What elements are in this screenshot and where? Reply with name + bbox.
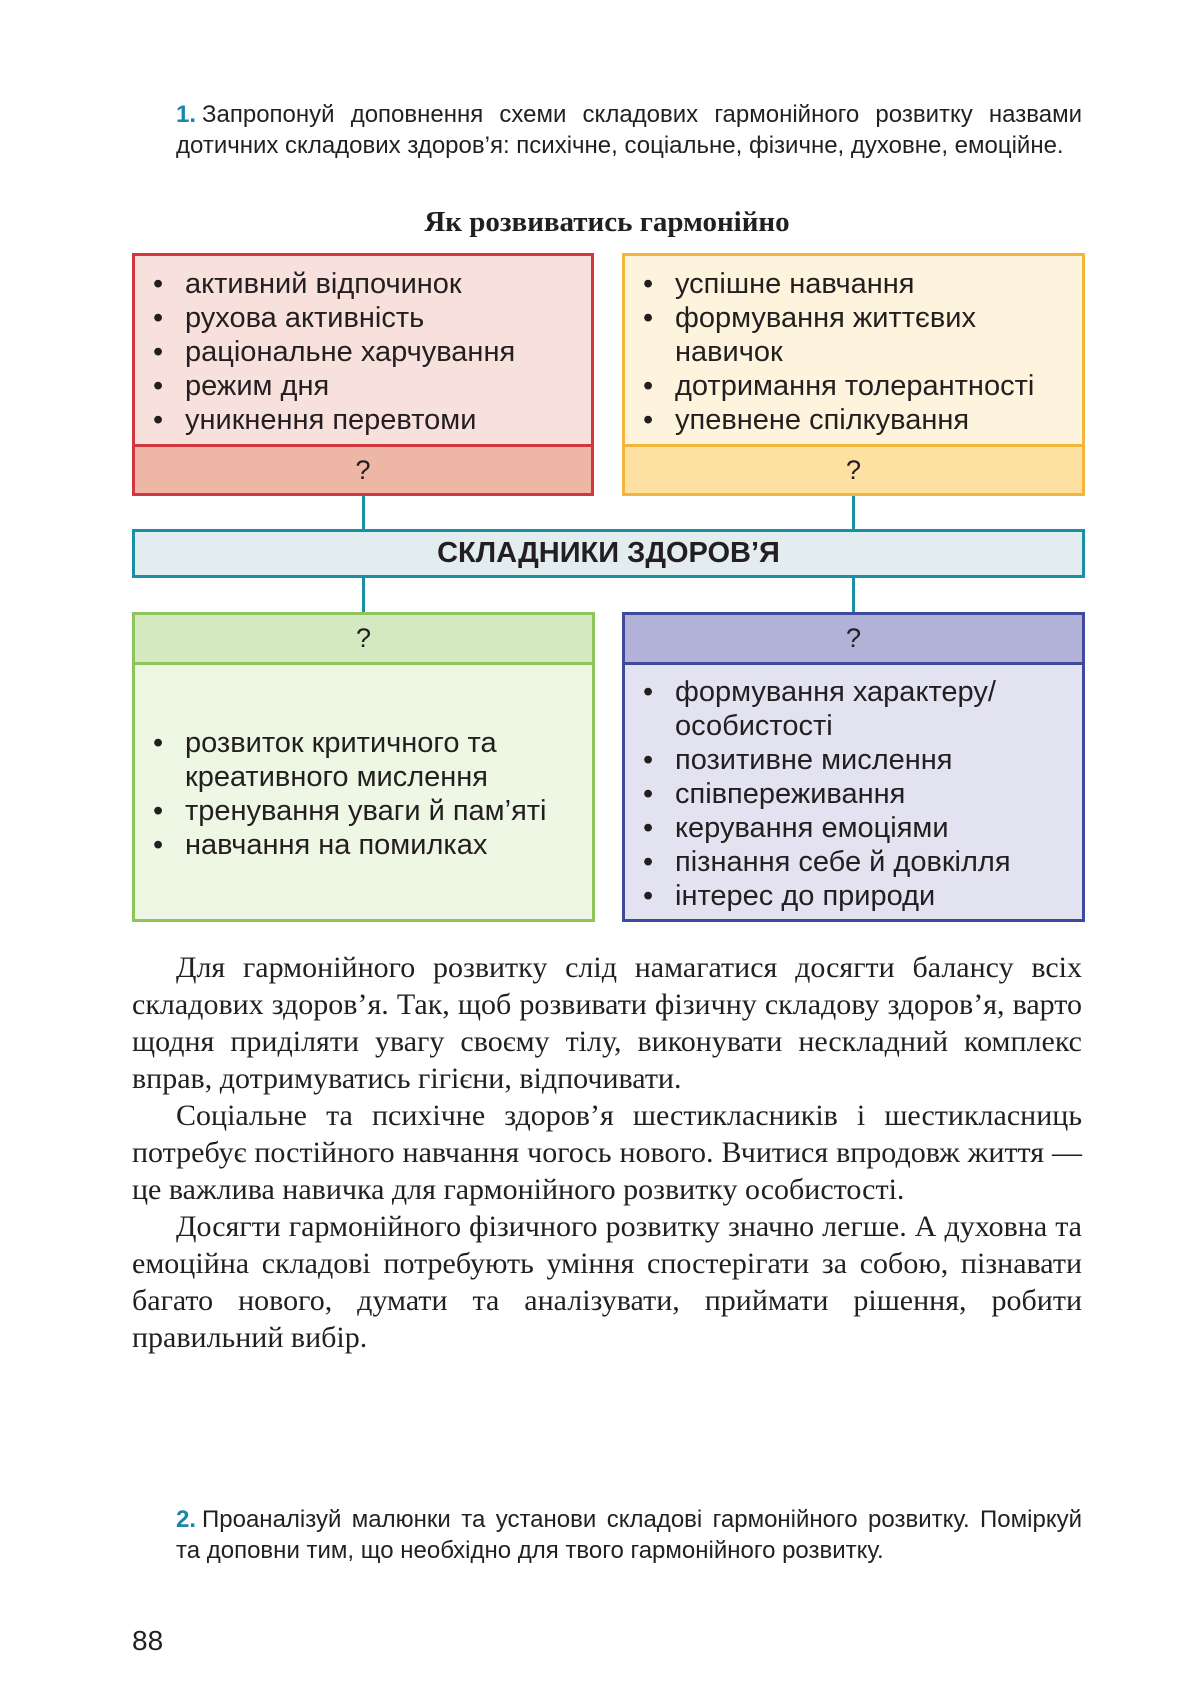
list-item: • тренування уваги й пам’яті	[135, 794, 592, 828]
box-mental-health	[132, 612, 595, 922]
list-item: • інтерес до природи	[625, 879, 1082, 913]
list-item: • навчання на помилках	[135, 828, 592, 862]
list-item: • рухова активність	[135, 301, 591, 335]
task-2-text: Проаналізуй малюнки та установи складові гармонійного розвитку. Поміркуй та доповни тим, що необхідно для твого гармонійного розвитку.	[176, 1506, 1082, 1564]
list-item: • успішне навчання	[625, 267, 1082, 301]
paragraph: Досягти гармонійного фізичного розвитку значно легше. А духовна та емоційна складові потребують уміння спостерігати за собою, пізнавати багато нового, думати та аналізувати, приймати рішення, робити правильний вибір.	[132, 1210, 1082, 1354]
list-item: • розвиток критичного та креативного мислення	[135, 726, 592, 794]
emotional-placeholder: ?	[625, 615, 1082, 665]
list-item: • режим дня	[135, 369, 591, 403]
box-emotional-health	[622, 612, 1085, 922]
task-2	[176, 1504, 1082, 1566]
physical-placeholder: ?	[135, 444, 591, 493]
list-item: • раціональне харчування	[135, 335, 591, 369]
mental-items-list	[135, 726, 592, 862]
list-item: • активний відпочинок	[135, 267, 591, 301]
list-item: • дотримання толерантності	[625, 369, 1082, 403]
task-2-number: 2.	[176, 1506, 197, 1533]
emotional-items-list	[625, 675, 1082, 913]
page-number: 88	[132, 1625, 164, 1656]
task-1-text: Запропонуй доповнення схеми складових гармонійного розвитку назвами дотичних складових здоров’я: психічне, соціальне, фізичне, духовне, емоційне.	[176, 101, 1082, 159]
connector-top-left	[362, 496, 365, 529]
paragraph: Для гармонійного розвитку слід намагатися досягти балансу всіх складових здоров’я. Так, щоб розвивати фізичну складову здоров’я, варто щодня приділяти увагу своєму тілу, виконувати нескладний комплекс вправ, дотримуватись гігієни, відпочивати.	[132, 951, 1082, 1095]
list-item: • формування характеру/ особистості	[625, 675, 1082, 743]
box-physical-health	[132, 253, 594, 496]
physical-items-list	[135, 267, 591, 437]
connector-bottom-right	[852, 578, 855, 612]
list-item: • упевнене спілкування	[625, 403, 1082, 437]
social-items-list	[625, 267, 1082, 437]
task-1	[176, 99, 1082, 161]
box-social-health	[622, 253, 1085, 496]
connector-bottom-left	[362, 578, 365, 612]
paragraph: Соціальне та психічне здоров’я шестикласників і шестикласниць потребує постійного навчання чогось нового. Вчитися впродовж життя — це важлива навичка для гармонійного розвитку особистості.	[132, 1099, 1082, 1206]
center-label: СКЛАДНИКИ ЗДОРОВ’Я	[132, 529, 1085, 578]
list-item: • пізнання себе й довкілля	[625, 845, 1082, 879]
list-item: • позитивне мислення	[625, 743, 1082, 777]
task-1-number: 1.	[176, 101, 197, 128]
social-placeholder: ?	[625, 444, 1082, 493]
list-item: • уникнення перевтоми	[135, 403, 591, 437]
connector-top-right	[852, 496, 855, 529]
list-item: • керування емоціями	[625, 811, 1082, 845]
list-item: • співпереживання	[625, 777, 1082, 811]
mental-placeholder: ?	[135, 615, 592, 665]
diagram-title: Як розвиватись гармонійно	[424, 206, 790, 238]
body-text	[132, 949, 1082, 1356]
list-item: • формування життєвих навичок	[625, 301, 1082, 369]
